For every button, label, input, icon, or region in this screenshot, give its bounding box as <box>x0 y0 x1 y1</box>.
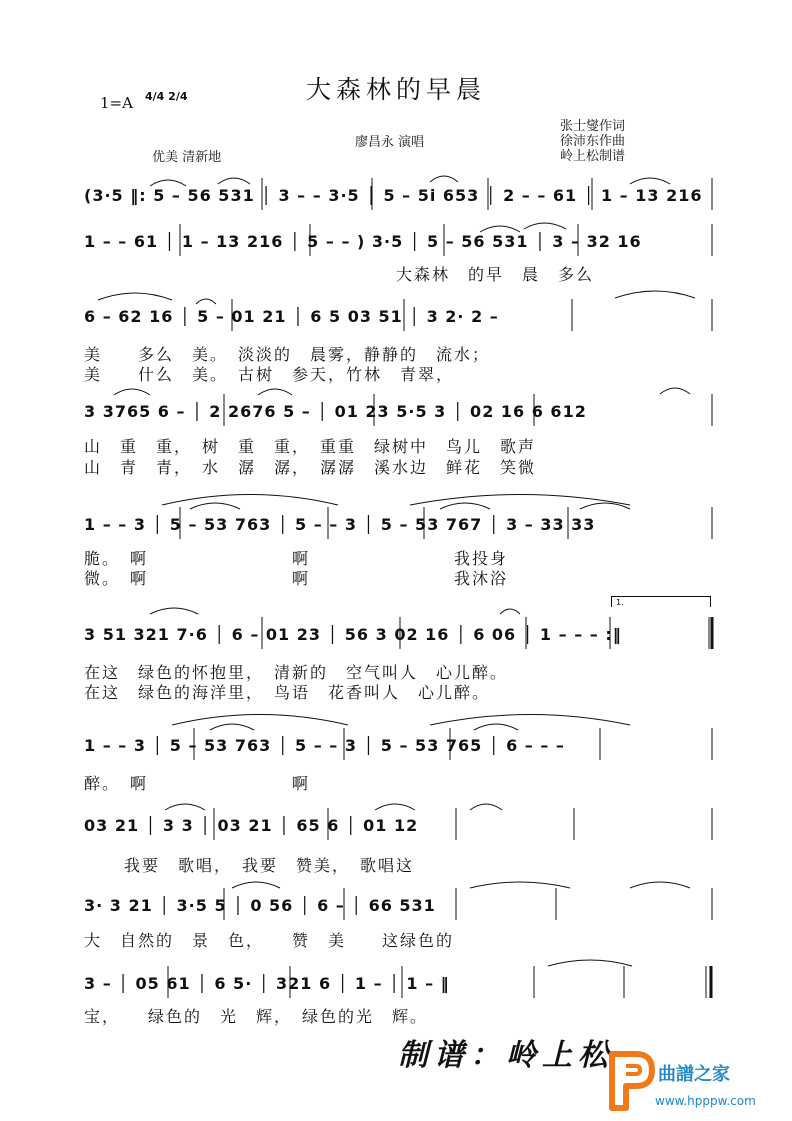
composer-credit: 徐沛东作曲 <box>560 134 626 149</box>
notation-line: 1 – – 61 │ 1 – 13 216 │ 5 – – ) 3·5 │ 5 – 56 531 │ 3 – 32 16 <box>84 232 642 251</box>
notation-line: 3 – │ 05 61 │ 6 5· │ 321 6 │ 1 – │ 1 – ‖ <box>84 974 450 993</box>
lyric-line: 我要 歌唱， 我要 赞美， 歌唱这 <box>124 856 415 875</box>
watermark-logo-icon <box>606 1048 658 1114</box>
arranger-signature: 制谱：岭上松 <box>398 1038 614 1073</box>
notation-line: 3 51 321 7·6 │ 6 – 01 23 │ 56 3 02 16 │ 6 06 │ 1 – – – :‖ <box>84 625 622 644</box>
lyric-line: 宝， 绿色的 光 辉， 绿色的光 辉。 <box>84 1007 429 1026</box>
lyric-line: 脆。 啊 啊 我投身 <box>84 549 509 568</box>
lyric-line: 在这 绿色的海洋里， 鸟语 花香叫人 心儿醉。 <box>84 683 491 702</box>
lyric-line: 美 多么 美。 淡淡的 晨雾，静静的 流水； <box>84 345 491 364</box>
notation-line: 3· 3 21 │ 3·5 5 │ 0 56 │ 6 – │ 66 531 <box>84 896 436 915</box>
lyric-line: 山 重 重， 树 重 重， 重重 绿树中 鸟儿 歌声 <box>84 437 537 456</box>
lyric-line: 美 什么 美。 古树 参天，竹林 青翠， <box>84 365 455 384</box>
notation-line: 3 3765 6 – │ 2 2676 5 – │ 01 23 5·5 3 │ 02 16 6 612 <box>84 402 587 421</box>
performance-style: 优美 清新地 <box>152 150 222 165</box>
meter-primary: 4/4 <box>145 90 165 103</box>
arranger-credit: 岭上松制谱 <box>560 149 626 164</box>
lyric-line: 大 自然的 景 色， 赞 美 这绿色的 <box>84 931 455 950</box>
first-ending-label: 1. <box>616 598 624 607</box>
meter-secondary: 2/4 <box>168 90 188 103</box>
song-title: 大森林的早晨 <box>305 75 486 104</box>
notation-line: 03 21 │ 3 3 │ 03 21 │ 65 6 │ 01 12 <box>84 816 419 835</box>
lyricist-credit: 张士燮作词 <box>560 119 626 134</box>
key-signature: 1=A <box>100 94 133 112</box>
lyric-line: 在这 绿色的怀抱里， 清新的 空气叫人 心儿醉。 <box>84 663 509 682</box>
lyric-line: 大森林 的早 晨 多么 <box>396 265 595 284</box>
lyric-line: 醉。 啊 啊 <box>84 774 311 793</box>
notation-line: 1 – – 3 │ 5 – 53 763 │ 5 – – 3 │ 5 – 53 767 │ 3 – 33 33 <box>84 515 596 534</box>
lyric-line: 山 青 青， 水 潺 潺， 潺潺 溪水边 鲜花 笑微 <box>84 458 537 477</box>
notation-line: 6 – 62 16 │ 5 – 01 21 │ 6 5 03 51 │ 3 2· 2 – <box>84 307 499 326</box>
watermark-url: www.hpppw.com <box>655 1094 756 1108</box>
notation-line: 1 – – 3 │ 5 – 53 763 │ 5 – – 3 │ 5 – 53 765 │ 6 – – – <box>84 736 565 755</box>
lyric-line: 微。 啊 啊 我沐浴 <box>84 569 509 588</box>
notation-line: (3·5 ‖: 5 – 56 531 │ 3 – – 3·5 │ 5 – 5i 653 │ 2 – – 61 │ 1 – 13 216 <box>84 186 703 205</box>
watermark-site-name: 曲譜之家 <box>658 1064 730 1085</box>
singer-credit: 廖昌永 演唱 <box>355 135 425 150</box>
